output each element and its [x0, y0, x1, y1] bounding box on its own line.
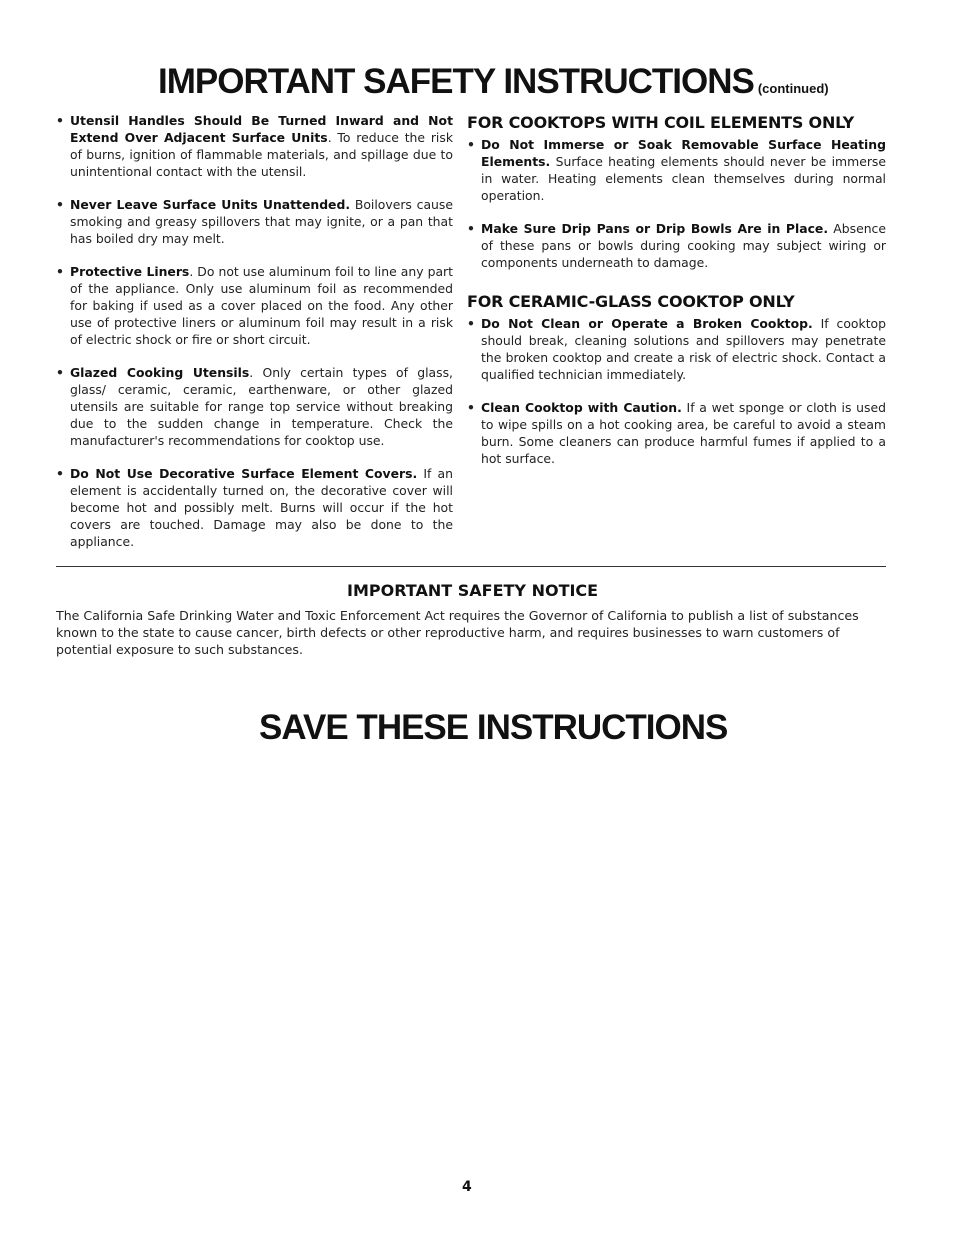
- right-column: [467, 112, 886, 483]
- bullet-icon: •: [56, 264, 64, 279]
- instruction-item-text: . To reduce the risk of burns, ignition of flammable materials, and spillage due to unintentional contact with the utensil.: [70, 130, 454, 179]
- instruction-item-heading: Clean Cooktop with Caution.: [481, 400, 682, 415]
- bullet-icon: •: [56, 466, 64, 481]
- instruction-item-heading: Protective Liners: [70, 264, 190, 279]
- instruction-item-text: . Do not use aluminum foil to line any part of the appliance. Only use aluminum foil as recommended for baking if used as a cover placed on the food. Any other use of protective liners or aluminum foil may result in a risk of electric shock or fire or short circuit.: [70, 264, 453, 347]
- section-divider: [56, 566, 886, 567]
- bullet-icon: •: [56, 113, 64, 128]
- instruction-item-heading: Do Not Use Decorative Surface Element Covers.: [70, 466, 418, 481]
- bullet-icon: •: [56, 197, 64, 212]
- instruction-item-heading: Make Sure Drip Pans or Drip Bowls Are in Place.: [481, 221, 829, 236]
- bullet-icon: •: [467, 400, 475, 415]
- instruction-item-text: . Only certain types of glass, glass/ ceramic, ceramic, earthenware, or other glazed utensils are suitable for range top service without breaking due to the sudden change in temperature. Check the manufacturer's recommendations for cooktop use.: [70, 365, 453, 448]
- instruction-item: [56, 196, 453, 247]
- instruction-item-heading: Do Not Clean or Operate a Broken Cooktop.: [481, 316, 813, 331]
- safety-notice-body: The California Safe Drinking Water and Toxic Enforcement Act requires the Governor of California to publish a list of substances known to the state to cause cancer, birth defects or other reproductive harm, and requires businesses to warn customers of potential exposure to such substances.: [56, 608, 859, 657]
- instruction-item: [467, 136, 886, 204]
- page-number: 4: [462, 1179, 472, 1195]
- safety-notice-title: IMPORTANT SAFETY NOTICE: [347, 581, 599, 600]
- left-column: [56, 112, 453, 566]
- ceramic-glass-heading: FOR CERAMIC-GLASS COOKTOP ONLY: [467, 292, 795, 311]
- coil-elements-heading: FOR COOKTOPS WITH COIL ELEMENTS ONLY: [467, 113, 855, 132]
- instruction-item-text: If an element is accidentally turned on, the decorative cover will become hot and possibly melt. Burns will occur if the hot covers are touched. Damage may also be done to the appliance.: [70, 466, 453, 549]
- bullet-icon: •: [56, 365, 64, 380]
- instruction-item: [56, 263, 453, 348]
- bullet-icon: •: [467, 221, 475, 236]
- instruction-item-text: If a wet sponge or cloth is used to wipe spills on a hot cooking area, be careful to avoid a steam burn. Some cleaners can produce harmful fumes if applied to a hot surface.: [481, 400, 886, 466]
- instruction-item-text: Surface heating elements should never be immerse in water. Heating elements clean themselves during normal operation.: [481, 154, 886, 203]
- instruction-item: [56, 364, 453, 449]
- bullet-icon: •: [467, 316, 475, 331]
- instruction-item: [467, 220, 886, 271]
- instruction-item: [56, 465, 453, 550]
- instruction-item-text: If cooktop should break, cleaning solutions and spillovers may penetrate the broken cooktop and create a risk of electric shock. Contact a qualified technician immediately.: [481, 316, 886, 382]
- page-title-text: IMPORTANT SAFETY INSTRUCTIONS: [158, 62, 754, 101]
- instruction-item-text: Boilovers cause smoking and greasy spillovers that may ignite, or a pan that has boiled dry may melt.: [70, 197, 453, 246]
- instruction-item: [56, 112, 453, 180]
- page-title-continued: (continued): [757, 81, 829, 96]
- save-instructions-title: SAVE THESE INSTRUCTIONS: [259, 708, 728, 747]
- bullet-icon: •: [467, 137, 475, 152]
- instruction-item-heading: Never Leave Surface Units Unattended.: [70, 197, 351, 212]
- page-title: [158, 62, 829, 102]
- instruction-item-text: Absence of these pans or bowls during cooking may subject wiring or components underneath to damage.: [481, 221, 886, 270]
- instruction-item: [467, 315, 886, 383]
- instruction-item-heading: Utensil Handles Should Be Turned Inward and Not Extend Over Adjacent Surface Units: [70, 113, 453, 145]
- instruction-item-heading: Glazed Cooking Utensils: [70, 365, 250, 380]
- instruction-item: [467, 399, 886, 467]
- instruction-item-heading: Do Not Immerse or Soak Removable Surface Heating Elements.: [481, 137, 886, 169]
